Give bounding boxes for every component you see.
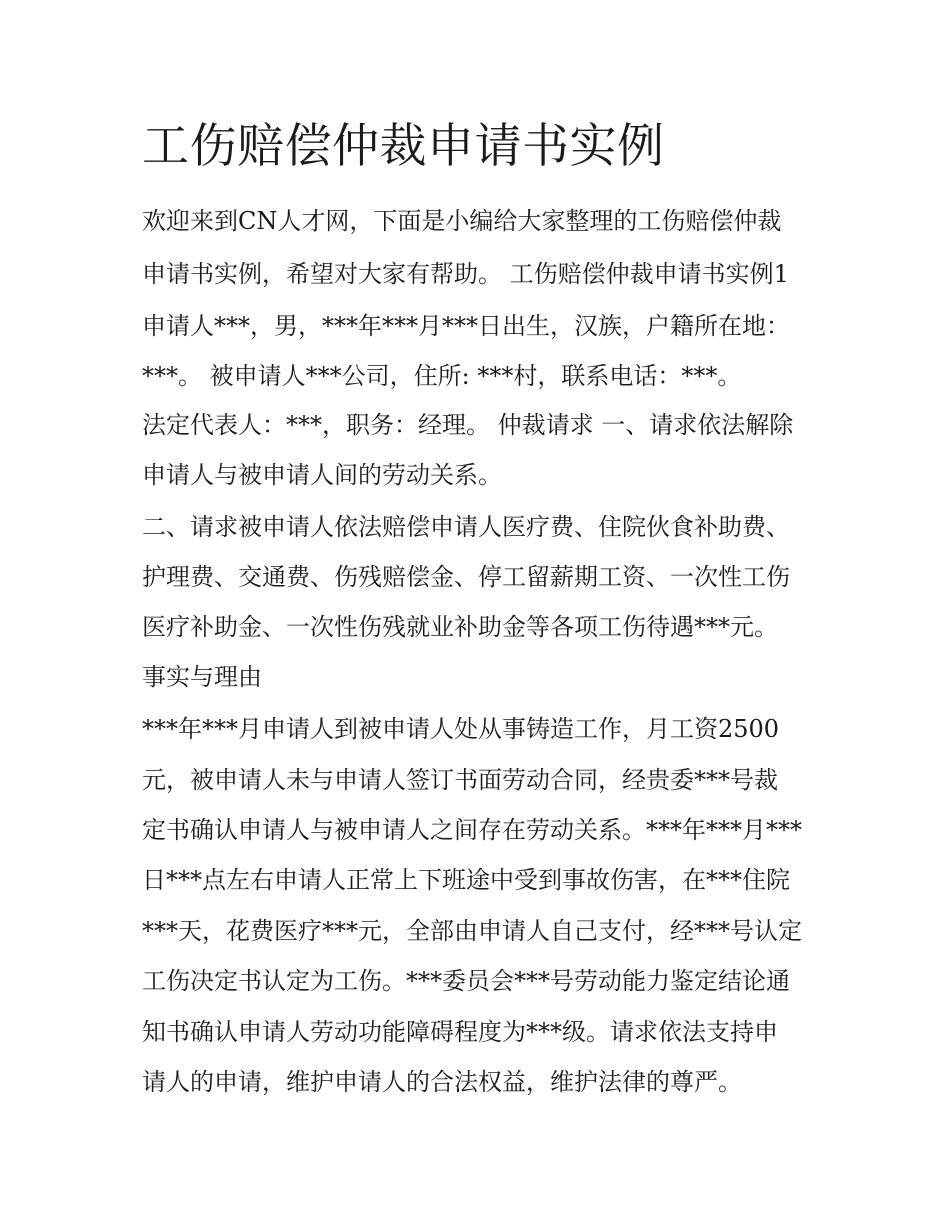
body-line: ***天，花费医疗***元，全部由申请人自己支付，经***号认定	[142, 917, 802, 945]
body-line: 元，被申请人未与申请人签订书面劳动合同，经贵委***号裁	[142, 766, 778, 794]
body-line: 申请书实例，希望对大家有帮助。 工伤赔偿仲裁申请书实例1	[142, 260, 789, 288]
body-line: 法定代表人：***，职务：经理。 仲裁请求 一、请求依法解除	[142, 411, 794, 439]
section-heading: 事实与理由	[142, 663, 262, 691]
body-line: 知书确认申请人劳动功能障碍程度为***级。请求依法支持申	[142, 1018, 778, 1046]
body-line: 请人的申请，维护申请人的合法权益，维护法律的尊严。	[142, 1068, 742, 1096]
body-line: 定书确认申请人与被申请人之间存在劳动关系。***年***月***	[142, 816, 802, 844]
body-line: 工伤决定书认定为工伤。***委员会***号劳动能力鉴定结论通	[142, 967, 790, 995]
body-line: 申请人与被申请人间的劳动关系。	[142, 461, 502, 489]
body-line: ***年***月申请人到被申请人处从事铸造工作，月工资2500	[142, 715, 780, 743]
body-line: 日***点左右申请人正常上下班途中受到事故伤害，在***住院	[142, 866, 790, 894]
body-line: 欢迎来到CN人才网，下面是小编给大家整理的工伤赔偿仲裁	[142, 207, 782, 235]
body-line: 申请人***，男，***年***月***日出生，汉族，户籍所在地：	[142, 312, 790, 340]
body-line: 护理费、交通费、伤残赔偿金、停工留薪期工资、一次性工伤	[142, 563, 790, 591]
body-line: 医疗补助金、一次性伤残就业补助金等各项工伤待遇***元。	[142, 613, 778, 641]
document-title: 工伤赔偿仲裁申请书实例	[142, 119, 665, 174]
body-line: 二、请求被申请人依法赔偿申请人医疗费、住院伙食补助费、	[142, 513, 790, 541]
body-line: ***。 被申请人***公司，住所: ***村，联系电话：***。	[142, 362, 742, 390]
